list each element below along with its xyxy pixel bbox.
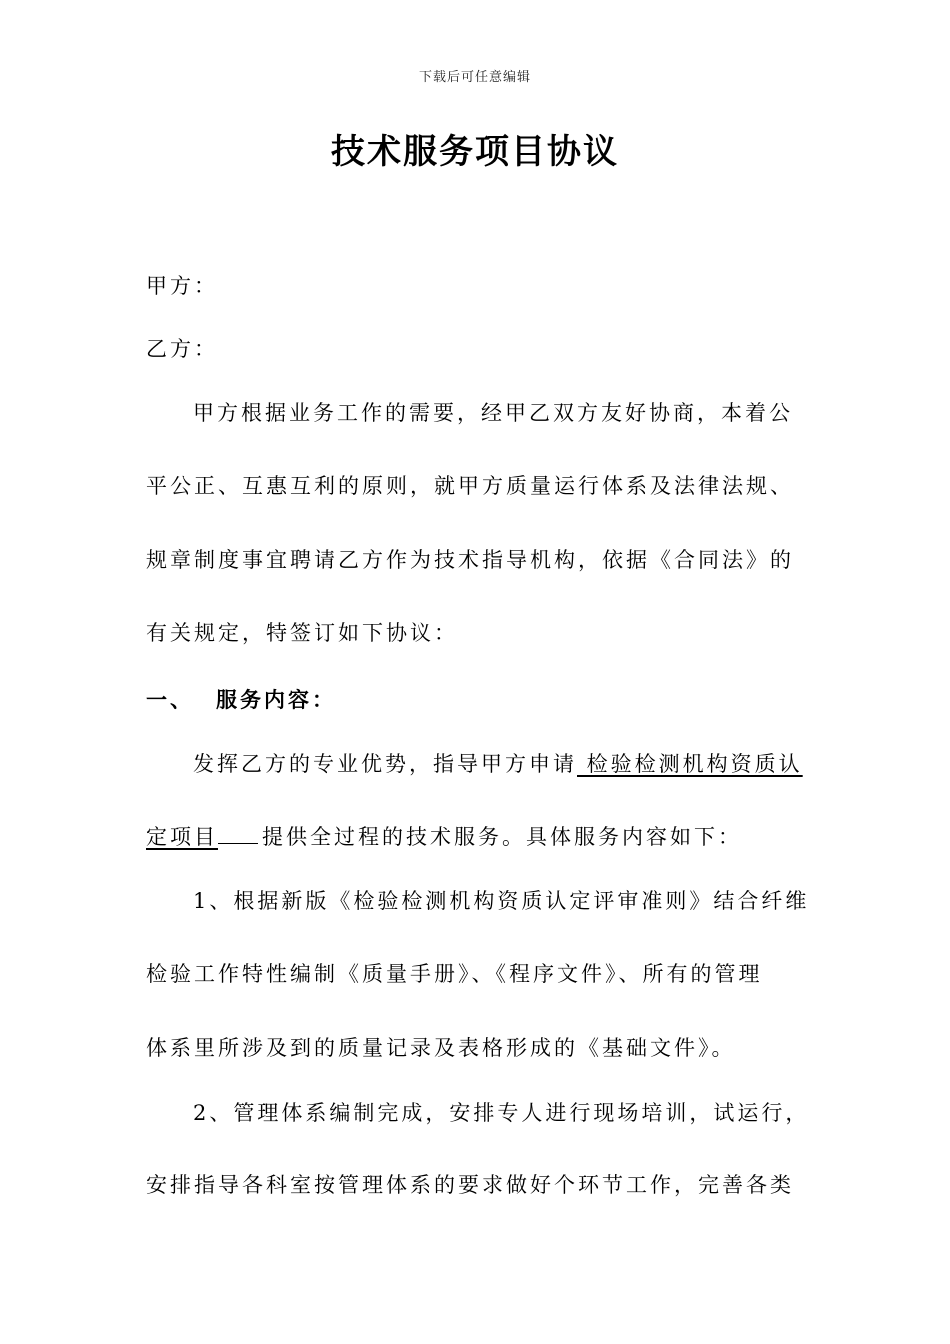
service-intro-text: 发挥乙方的专业优势，指导甲方申请 [193,752,577,776]
item-2-line-2: 安排指导各科室按管理体系的要求做好个环节工作，完善各类 [146,1173,794,1197]
section-1-line-1 [193,742,816,786]
intro-line-3: 规章制度事宜聘请乙方作为技术指导机构，依据《合同法》的 [146,548,794,572]
section-1-title: 服务内容： [216,688,336,712]
section-1-line-2 [146,815,816,859]
party-b-label: 乙方： [146,337,218,361]
project-name-continued: 定项目 [146,825,218,849]
intro-line-1: 甲方根据业务工作的需要，经甲乙双方友好协商，本着公 [193,401,793,425]
header-note: 下载后可任意编辑 [418,70,531,85]
item-1-line-2: 检验工作特性编制《质量手册》、《程序文件》、所有的管理 [146,962,763,986]
intro-line-2: 平公正、互惠互利的原则，就甲方质量运行体系及法律法规、 [146,474,794,498]
item-1-line-1: 1、根据新版《检验检测机构资质认定评审准则》结合纤维 [193,889,810,913]
intro-line-4: 有关规定，特签订如下协议： [146,621,458,645]
item-2-line-1: 2、管理体系编制完成，安排专人进行现场培训，试运行， [193,1101,810,1125]
document-title: 技术服务项目协议 [331,132,619,172]
section-1-heading [146,678,816,722]
service-scope-text: 提供全过程的技术服务。具体服务内容如下： [262,825,742,849]
section-1-number: 一、 [146,688,194,712]
project-name-underlined: 检验检测机构资质认 [577,752,803,776]
party-a-label: 甲方： [146,274,218,298]
underline-blank [218,817,258,844]
item-1-line-3: 体系里所涉及到的质量记录及表格形成的《基础文件》。 [146,1036,736,1060]
